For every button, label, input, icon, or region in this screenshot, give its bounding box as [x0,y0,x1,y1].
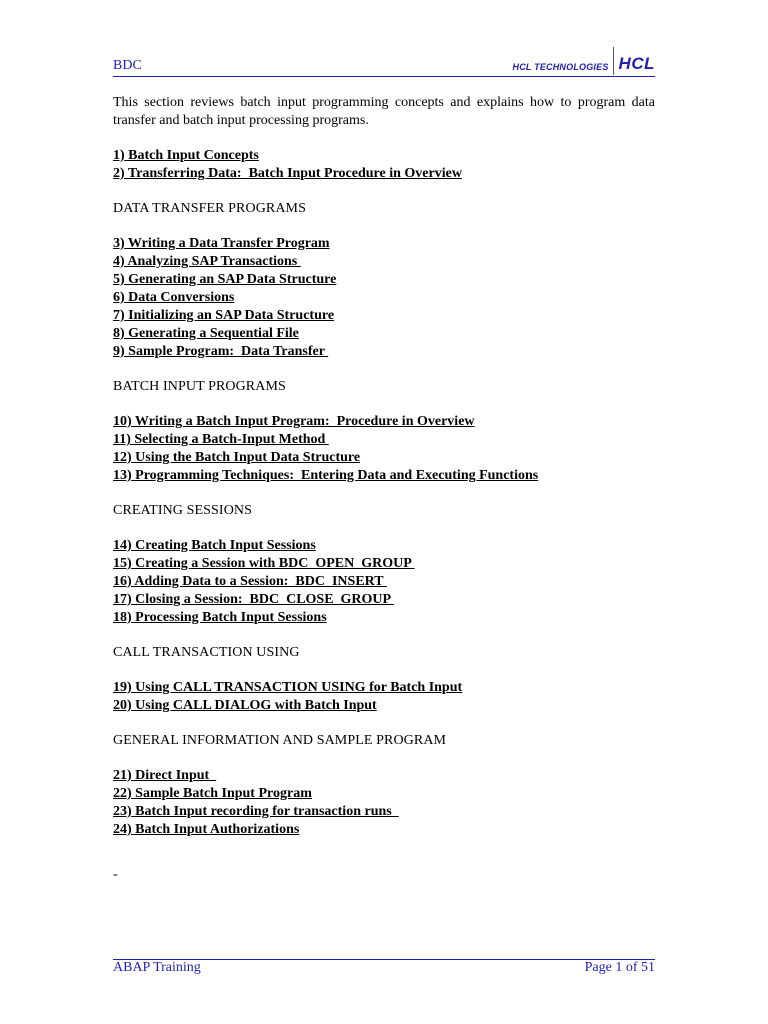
toc-link[interactable]: 6) Data Conversions [113,290,235,305]
toc-link[interactable]: 17) Closing a Session: BDC_CLOSE_GROUP [113,592,394,607]
toc-link[interactable]: 10) Writing a Batch Input Program: Procedure in Overview [113,414,475,429]
toc-link[interactable]: 19) Using CALL TRANSACTION USING for Batch Input [113,680,463,695]
stray-mark: - [113,867,118,882]
toc-link[interactable]: 3) Writing a Data Transfer Program [113,236,330,251]
section-heading: CALL TRANSACTION USING [113,645,300,660]
toc-link[interactable]: 18) Processing Batch Input Sessions [113,610,327,625]
toc-link[interactable]: 8) Generating a Sequential File [113,326,299,341]
section-heading: GENERAL INFORMATION AND SAMPLE PROGRAM [113,733,447,748]
toc-link[interactable]: 20) Using CALL DIALOG with Batch Input [113,698,377,713]
toc-link[interactable]: 21) Direct Input [113,768,217,783]
toc-link[interactable]: 7) Initializing an SAP Data Structure [113,308,335,323]
header-rule [113,76,655,77]
page-footer [113,960,655,980]
toc-link[interactable]: 5) Generating an SAP Data Structure [113,272,337,287]
toc-link[interactable]: 2) Transferring Data: Batch Input Procedure in Overview [113,166,462,181]
toc-group-sessions [113,537,655,627]
intro-paragraph: This section reviews batch input programming concepts and explains how to program data transfer and batch input processing programs. [113,95,655,128]
toc-link[interactable]: 4) Analyzing SAP Transactions [113,254,301,269]
header-title: BDC [113,58,142,73]
toc-link[interactable]: 12) Using the Batch Input Data Structure [113,450,361,465]
logo-subtitle: HCL TECHNOLOGIES [512,62,609,72]
section-heading: BATCH INPUT PROGRAMS [113,379,286,394]
toc-group-batch-input [113,413,655,485]
hcl-logo [513,47,656,75]
toc-link[interactable]: 24) Batch Input Authorizations [113,822,300,837]
toc-link[interactable]: 9) Sample Program: Data Transfer [113,344,329,359]
logo-main-text: HCL [618,54,655,73]
toc-group-call-transaction [113,679,655,715]
toc-link[interactable]: 23) Batch Input recording for transaction runs [113,804,399,819]
section-heading: DATA TRANSFER PROGRAMS [113,201,306,216]
logo-divider [613,47,614,75]
document-body [113,94,655,839]
toc-group-general [113,767,655,839]
toc-intro-group [113,147,655,183]
toc-link[interactable]: 13) Programming Techniques: Entering Data and Executing Functions [113,468,539,483]
toc-link[interactable]: 11) Selecting a Batch-Input Method [113,432,329,447]
page-number: Page 1 of 51 [584,960,655,975]
footer-course-label: ABAP Training [113,960,201,975]
toc-link[interactable]: 15) Creating a Session with BDC_OPEN_GROUP [113,556,415,571]
toc-link[interactable]: 14) Creating Batch Input Sessions [113,538,316,553]
toc-link[interactable]: 16) Adding Data to a Session: BDC_INSERT [113,574,387,589]
toc-link[interactable]: 22) Sample Batch Input Program [113,786,312,801]
page-header [113,44,655,76]
toc-group-data-transfer [113,235,655,361]
section-heading: CREATING SESSIONS [113,503,252,518]
toc-link[interactable]: 1) Batch Input Concepts [113,148,259,163]
